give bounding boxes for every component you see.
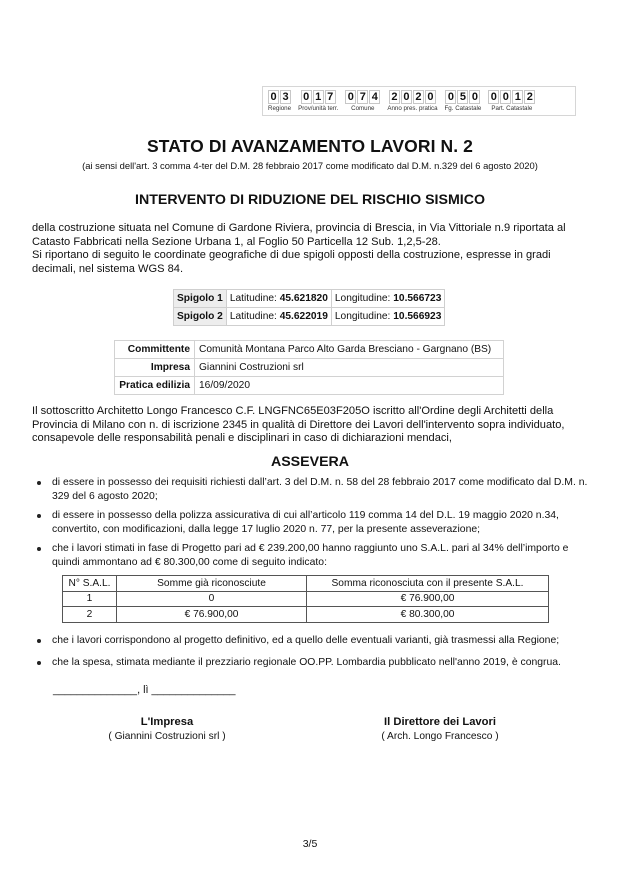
bullet-icon <box>37 547 41 551</box>
code-digit: 5 <box>457 90 468 104</box>
list-item: che la spesa, stimata mediante il prezziario regionale OO.PP. Lombardia pubblicato nell'anno 2019, è congrua. <box>34 656 594 670</box>
page-subtitle: (ai sensi dell'art. 3 comma 4-ter del D.M. 28 febbraio 2017 come modificato dal D.M. n.329 del 6 agosto 2020) <box>82 160 538 171</box>
longitude-value: 10.566723 <box>393 293 442 304</box>
code-digit: 0 <box>345 90 356 104</box>
table-cell: 0 <box>117 591 307 607</box>
code-digit: 1 <box>512 90 523 104</box>
party-label: Committente <box>115 341 195 359</box>
assevera-list-top <box>34 476 594 576</box>
place-date-line: ______________, lì ______________ <box>53 684 236 696</box>
code-digit: 0 <box>500 90 511 104</box>
assevera-heading: ASSEVERA <box>270 454 350 470</box>
code-digit: 1 <box>313 90 324 104</box>
page-number: 3/5 <box>302 838 318 850</box>
longitude-value: 10.566923 <box>393 311 442 322</box>
table-cell: 2 <box>63 607 117 623</box>
page-title: STATO DI AVANZAMENTO LAVORI N. 2 <box>147 136 473 156</box>
code-group-particella <box>488 90 535 115</box>
code-digit: 7 <box>325 90 336 104</box>
party-value: 16/09/2020 <box>195 377 504 395</box>
code-digit: 2 <box>524 90 535 104</box>
signature-role: Il Direttore dei Lavori <box>384 716 496 728</box>
intro-location: della costruzione situata nel Comune di Gardone Riviera, provincia di Brescia, in Via Vittoriale n.9 riportata al Catasto Fabbricati nella Sezione Urbana 1, al Foglio 50 Particella 12 Sub. 1,2,5-28. <box>32 222 566 248</box>
code-label: Fg. Catastale <box>444 105 482 112</box>
sal-table <box>62 575 549 623</box>
signature-name: ( Giannini Costruzioni srl ) <box>108 731 226 742</box>
longitude-cell: Longitudine: 10.566923 <box>331 308 445 326</box>
code-group-comune <box>345 90 380 115</box>
party-label: Pratica edilizia <box>115 377 195 395</box>
table-row <box>115 377 504 395</box>
bullet-icon <box>37 481 41 485</box>
code-digit: 0 <box>425 90 436 104</box>
column-header: N° S.A.L. <box>63 576 117 592</box>
list-item: di essere in possesso dei requisiti richiesti dall’art. 3 del D.M. n. 58 del 28 febbraio 2017 come modificato dal D.M. n. 329 del 6 agosto 2020; <box>34 476 594 503</box>
table-row <box>115 359 504 377</box>
signature-name: ( Arch. Longo Francesco ) <box>381 731 499 742</box>
code-digit: 0 <box>469 90 480 104</box>
bullet-icon <box>37 661 41 665</box>
latitude-value: 45.621820 <box>279 293 328 304</box>
code-digit: 0 <box>268 90 279 104</box>
intro-paragraph <box>32 222 592 276</box>
bullet-icon <box>37 639 41 643</box>
column-header: Somma riconosciuta con il presente S.A.L. <box>307 576 549 592</box>
signature-role: L'Impresa <box>140 716 194 728</box>
table-row <box>174 308 445 326</box>
signature-direttore <box>330 716 550 742</box>
code-group-regione <box>268 90 291 115</box>
table-row <box>174 290 445 308</box>
corner-label: Spigolo 1 <box>174 290 227 308</box>
party-label: Impresa <box>115 359 195 377</box>
latitude-cell: Latitudine: 45.621820 <box>226 290 331 308</box>
assevera-list-bottom <box>34 634 594 675</box>
intro-coordinates-note: Si riportano di seguito le coordinate geografiche di due spigoli opposti della costruzione, espresse in gradi decimali, nel sistema WGS 84. <box>32 249 551 275</box>
table-cell: € 76.900,00 <box>307 591 549 607</box>
latitude-value: 45.622019 <box>279 311 328 322</box>
longitude-cell: Longitudine: 10.566723 <box>331 290 445 308</box>
code-label: Prov/unità terr. <box>298 105 339 112</box>
corner-label: Spigolo 2 <box>174 308 227 326</box>
code-digit: 0 <box>445 90 456 104</box>
code-digit: 2 <box>389 90 400 104</box>
code-digit: 7 <box>357 90 368 104</box>
signature-impresa <box>57 716 277 742</box>
table-row <box>115 341 504 359</box>
code-group-anno <box>387 90 437 115</box>
table-cell: 1 <box>63 591 117 607</box>
code-digit: 0 <box>401 90 412 104</box>
bullet-icon <box>37 514 41 518</box>
code-digit: 0 <box>301 90 312 104</box>
list-item: che i lavori stimati in fase di Progetto pari ad € 239.200,00 hanno raggiunto uno S.A.L. pari al 34% dell’importo e quindi ammontano ad € 80.300,00 come di seguito indicato: <box>34 542 594 569</box>
column-header: Somme già riconosciute <box>117 576 307 592</box>
code-label: Regione <box>268 105 292 112</box>
cadastral-code-box <box>262 86 576 116</box>
table-cell: € 76.900,00 <box>117 607 307 623</box>
code-label: Part. Catastale <box>491 105 533 112</box>
list-item: di essere in possesso della polizza assicurativa di cui all’articolo 119 comma 14 del D.L. 19 maggio 2020 n.34, convertito, con modificazioni, dalla legge 17 luglio 2020 n. 77, per la presente asseverazione; <box>34 509 594 536</box>
latitude-cell: Latitudine: 45.622019 <box>226 308 331 326</box>
code-group-provincia <box>298 90 338 115</box>
coordinates-table <box>173 289 445 326</box>
party-value: Giannini Costruzioni srl <box>195 359 504 377</box>
table-row <box>63 607 549 623</box>
code-label: Comune <box>351 105 375 112</box>
parties-table <box>114 340 504 395</box>
table-header-row <box>63 576 549 592</box>
code-label: Anno pres. pratica <box>387 105 438 112</box>
section-title: INTERVENTO DI RIDUZIONE DEL RISCHIO SISMICO <box>135 192 485 208</box>
declaration-paragraph: Il sottoscritto Architetto Longo Francesco C.F. LNGFNC65E03F205O iscritto all'Ordine degli Architetti della Provincia di Milano con n. di iscrizione 2345 in qualità di Direttore dei Lavori dell'intervento sopra individuato, consapevole delle responsabilità penali e disciplinari in caso di dichiarazioni mendaci, <box>32 405 565 445</box>
code-digit: 2 <box>413 90 424 104</box>
party-value: Comunità Montana Parco Alto Garda Bresciano - Gargnano (BS) <box>195 341 504 359</box>
code-digit: 3 <box>280 90 291 104</box>
list-item: che i lavori corrispondono al progetto definitivo, ed a quello delle eventuali varianti, già trasmessi alla Regione; <box>34 634 594 648</box>
code-digit: 4 <box>369 90 380 104</box>
code-group-foglio <box>445 90 482 115</box>
code-digit: 0 <box>488 90 499 104</box>
table-cell: € 80.300,00 <box>307 607 549 623</box>
table-row <box>63 591 549 607</box>
